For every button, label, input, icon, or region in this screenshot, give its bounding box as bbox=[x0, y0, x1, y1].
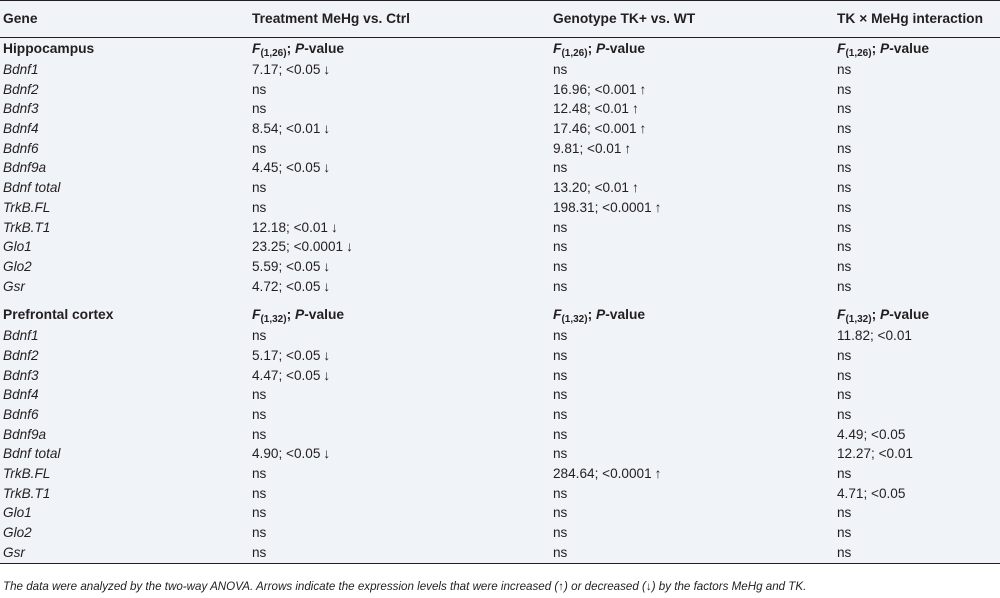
gene-name: TrkB.T1 bbox=[3, 485, 51, 501]
section-title: Prefrontal cortex bbox=[3, 307, 114, 323]
genotype-value: ns bbox=[553, 62, 568, 77]
treatment-value: 4.47; <0.05 ↓ bbox=[252, 367, 331, 383]
treatment-arrow-icon: ↓ bbox=[323, 347, 331, 363]
table-row bbox=[0, 523, 1000, 543]
interaction-value: ns bbox=[837, 278, 852, 294]
table-row bbox=[0, 277, 1000, 297]
interaction-value: ns bbox=[837, 180, 852, 196]
gene-name: Bdnf9a bbox=[3, 426, 47, 442]
treatment-arrow-icon: ↓ bbox=[323, 160, 331, 176]
table-row bbox=[0, 405, 1000, 425]
treatment-arrow-icon: ↓ bbox=[323, 121, 331, 137]
section-gap bbox=[0, 296, 1000, 304]
table-row bbox=[0, 60, 1000, 80]
genotype-arrow-icon: ↑ bbox=[631, 101, 639, 117]
table-row bbox=[0, 218, 1000, 238]
bottom-rule bbox=[0, 563, 1000, 564]
gene-name: Bdnf6 bbox=[3, 407, 39, 422]
genotype-arrow-icon: ↑ bbox=[631, 180, 639, 196]
section-title: Hippocampus bbox=[3, 41, 95, 56]
treatment-arrow-icon: ↓ bbox=[323, 446, 331, 462]
stat-label: $F_{(1,32)}$; P-value bbox=[553, 307, 646, 326]
genotype-value: 17.46; <0.001 ↑ bbox=[553, 121, 647, 137]
section-header-row bbox=[0, 304, 1000, 326]
interaction-value: ns bbox=[837, 387, 852, 403]
treatment-value: ns bbox=[252, 466, 267, 482]
table-row bbox=[0, 237, 1000, 257]
table-row bbox=[0, 158, 1000, 178]
table-row bbox=[0, 99, 1000, 119]
treatment-value: ns bbox=[252, 485, 267, 501]
stat-label: $F_{(1,32)}$; P-value bbox=[252, 307, 345, 326]
interaction-value: ns bbox=[837, 199, 852, 215]
table-row bbox=[0, 257, 1000, 277]
genotype-value: ns bbox=[553, 347, 568, 363]
table-footnote: The data were analyzed by the two-way ANOVA. Arrows indicate the expression levels that were increased (↑) or decreased (↓) by the factors MeHg and TK. bbox=[3, 580, 807, 593]
treatment-arrow-icon: ↓ bbox=[330, 219, 338, 235]
genotype-arrow-icon: ↑ bbox=[654, 199, 662, 215]
treatment-value: ns bbox=[252, 81, 267, 97]
table-row bbox=[0, 119, 1000, 139]
genotype-value: ns bbox=[553, 407, 568, 422]
interaction-value: ns bbox=[837, 367, 852, 383]
gene-name: Glo2 bbox=[3, 525, 32, 541]
gene-name: Glo1 bbox=[3, 239, 32, 255]
table-row bbox=[0, 366, 1000, 386]
gene-name: TrkB.FL bbox=[3, 466, 51, 482]
interaction-value: ns bbox=[837, 525, 852, 541]
treatment-value: 5.17; <0.05 ↓ bbox=[252, 347, 331, 363]
interaction-value: ns bbox=[837, 62, 852, 77]
column-header-row bbox=[0, 1, 1000, 37]
genotype-value: 284.64; <0.0001 ↑ bbox=[553, 466, 662, 482]
treatment-arrow-icon: ↓ bbox=[346, 239, 353, 255]
genotype-value: ns bbox=[553, 278, 568, 294]
table-row bbox=[0, 444, 1000, 464]
header-interaction: TK × MeHg interaction bbox=[837, 11, 984, 26]
interaction-value: ns bbox=[837, 466, 852, 482]
treatment-value: ns bbox=[252, 426, 267, 442]
gene-name: Glo1 bbox=[3, 505, 32, 521]
stat-label: $F_{(1,26)}$; P-value bbox=[837, 41, 930, 59]
treatment-arrow-icon: ↓ bbox=[323, 258, 331, 274]
treatment-value: ns bbox=[252, 505, 267, 521]
table-row bbox=[0, 484, 1000, 504]
interaction-value: ns bbox=[837, 347, 852, 363]
gene-name: Bdnf6 bbox=[3, 140, 39, 156]
treatment-value: ns bbox=[252, 101, 267, 117]
stat-label: $F_{(1,26)}$; P-value bbox=[553, 41, 646, 59]
treatment-value: ns bbox=[252, 199, 267, 215]
interaction-value: ns bbox=[837, 239, 852, 255]
treatment-value: ns bbox=[252, 387, 267, 403]
gene-name: Gsr bbox=[3, 544, 25, 560]
interaction-value: ns bbox=[837, 121, 852, 137]
treatment-arrow-icon: ↓ bbox=[323, 278, 331, 294]
treatment-value: 4.45; <0.05 ↓ bbox=[252, 160, 331, 176]
gene-name: Bdnf total bbox=[3, 446, 61, 462]
table-row bbox=[0, 543, 1000, 563]
genotype-value: ns bbox=[553, 485, 568, 501]
treatment-value: 4.72; <0.05 ↓ bbox=[252, 278, 331, 294]
gene-name: Bdnf1 bbox=[3, 328, 39, 344]
treatment-value: 5.59; <0.05 ↓ bbox=[252, 258, 331, 274]
genotype-value: ns bbox=[553, 258, 568, 274]
table-row bbox=[0, 80, 1000, 100]
header-gene: Gene bbox=[3, 11, 38, 26]
interaction-value: ns bbox=[837, 258, 852, 274]
interaction-value: ns bbox=[837, 160, 852, 176]
treatment-value: ns bbox=[252, 407, 267, 422]
gene-name: TrkB.FL bbox=[3, 199, 51, 215]
treatment-value: 23.25; <0.0001 ↓ bbox=[252, 239, 353, 255]
header-treatment: Treatment MeHg vs. Ctrl bbox=[252, 11, 410, 26]
treatment-value: ns bbox=[252, 180, 267, 196]
table-row bbox=[0, 326, 1000, 346]
genotype-arrow-icon: ↑ bbox=[639, 81, 647, 97]
treatment-value: ns bbox=[252, 140, 267, 156]
genotype-value: ns bbox=[553, 367, 568, 383]
table-row bbox=[0, 198, 1000, 218]
genotype-arrow-icon: ↑ bbox=[654, 466, 662, 482]
gene-name: Bdnf2 bbox=[3, 81, 39, 97]
table-sections bbox=[0, 38, 1000, 563]
table-row bbox=[0, 503, 1000, 523]
header-genotype: Genotype TK+ vs. WT bbox=[553, 11, 696, 26]
stat-label: $F_{(1,32)}$; P-value bbox=[837, 307, 930, 326]
treatment-value: ns bbox=[252, 544, 267, 560]
gene-name: Bdnf total bbox=[3, 180, 61, 196]
genotype-value: ns bbox=[553, 544, 568, 560]
treatment-arrow-icon: ↓ bbox=[323, 62, 331, 77]
genotype-value: ns bbox=[553, 160, 568, 176]
interaction-value: ns bbox=[837, 101, 852, 117]
genotype-value: 12.48; <0.01 ↑ bbox=[553, 101, 639, 117]
treatment-value: 12.18; <0.01 ↓ bbox=[252, 219, 338, 235]
table-row bbox=[0, 464, 1000, 484]
gene-name: TrkB.T1 bbox=[3, 219, 51, 235]
gene-name: Bdnf9a bbox=[3, 160, 47, 176]
genotype-value: 9.81; <0.01 ↑ bbox=[553, 140, 632, 156]
gene-name: Bdnf4 bbox=[3, 387, 39, 403]
interaction-value: ns bbox=[837, 505, 852, 521]
gene-name: Bdnf2 bbox=[3, 347, 39, 363]
treatment-value: ns bbox=[252, 525, 267, 541]
interaction-value: ns bbox=[837, 544, 852, 560]
table-row bbox=[0, 178, 1000, 198]
treatment-value: ns bbox=[252, 328, 267, 344]
genotype-value: 16.96; <0.001 ↑ bbox=[553, 81, 647, 97]
interaction-value: 4.71; <0.05 bbox=[837, 485, 906, 501]
stat-label: $F_{(1,26)}$; P-value bbox=[252, 41, 345, 59]
interaction-value: ns bbox=[837, 81, 852, 97]
genotype-value: ns bbox=[553, 219, 568, 235]
gene-name: Bdnf1 bbox=[3, 62, 39, 77]
gene-name: Bdnf3 bbox=[3, 367, 39, 383]
genotype-arrow-icon: ↑ bbox=[624, 140, 632, 156]
treatment-arrow-icon: ↓ bbox=[323, 367, 331, 383]
genotype-arrow-icon: ↑ bbox=[639, 121, 647, 137]
genotype-value: ns bbox=[553, 387, 568, 403]
genotype-value: 13.20; <0.01 ↑ bbox=[553, 180, 639, 196]
table-row bbox=[0, 139, 1000, 159]
gene-name: Gsr bbox=[3, 278, 25, 294]
interaction-value: 12.27; <0.01 bbox=[837, 446, 913, 462]
gene-name: Bdnf4 bbox=[3, 121, 39, 137]
treatment-value: 8.54; <0.01 ↓ bbox=[252, 121, 331, 137]
table-row bbox=[0, 346, 1000, 366]
genotype-value: ns bbox=[553, 505, 568, 521]
interaction-value: 4.49; <0.05 bbox=[837, 426, 906, 442]
gene-name: Bdnf3 bbox=[3, 101, 39, 117]
table-row bbox=[0, 425, 1000, 445]
treatment-value: 4.90; <0.05 ↓ bbox=[252, 446, 331, 462]
interaction-value: ns bbox=[837, 219, 852, 235]
genotype-value: ns bbox=[553, 426, 568, 442]
interaction-value: 11.82; <0.01 bbox=[837, 328, 912, 344]
interaction-value: ns bbox=[837, 407, 852, 422]
genotype-value: ns bbox=[553, 239, 568, 255]
gene-name: Glo2 bbox=[3, 258, 32, 274]
table-row bbox=[0, 385, 1000, 405]
genotype-value: 198.31; <0.0001 ↑ bbox=[553, 199, 662, 215]
genotype-value: ns bbox=[553, 525, 568, 541]
section-header-row bbox=[0, 38, 1000, 60]
genotype-value: ns bbox=[553, 328, 568, 344]
interaction-value: ns bbox=[837, 140, 852, 156]
treatment-value: 7.17; <0.05 ↓ bbox=[252, 62, 331, 77]
genotype-value: ns bbox=[553, 446, 568, 462]
